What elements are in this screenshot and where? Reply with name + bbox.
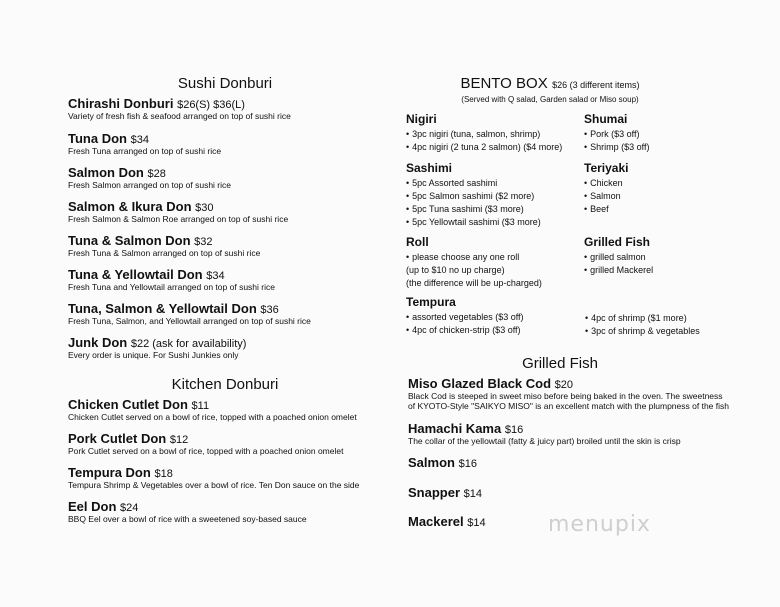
menu-item <box>68 267 275 292</box>
list-item: • Salmon <box>584 190 628 203</box>
item-name: Tempura Don <box>68 465 151 480</box>
menu-item <box>408 514 486 529</box>
roll-note: (the difference will be up-charged) <box>406 278 542 288</box>
watermark: menupix <box>548 512 651 537</box>
item-description: BBQ Eel over a bowl of rice with a sweetened soy-based sauce <box>68 514 307 524</box>
menu-item <box>68 96 291 121</box>
item-name: Chicken Cutlet Don <box>68 397 188 412</box>
list-item: • 5pc Salmon sashimi ($2 more) <box>406 190 541 203</box>
list-item: • 5pc Yellowtail sashimi ($3 more) <box>406 216 541 229</box>
grilled-fish-title: Grilled Fish <box>522 355 598 372</box>
item-name: Snapper <box>408 485 461 500</box>
item-name: Salmon Don <box>68 165 144 180</box>
bento-price: $26 (3 different items) <box>552 80 640 90</box>
item-name: Pork Cutlet Don <box>68 431 167 446</box>
item-price: $16 <box>458 458 477 470</box>
menu-item <box>68 165 231 190</box>
item-name: Salmon & Ikura Don <box>68 199 192 214</box>
bento-grilled-fish <box>584 235 653 277</box>
item-description: Fresh Tuna and Yellowtail arranged on top of sushi rice <box>68 282 275 292</box>
list-item: • Beef <box>584 203 628 216</box>
bento-teriyaki <box>584 161 628 216</box>
menu-item <box>408 485 482 500</box>
bento-nigiri <box>406 112 562 154</box>
bento-nigiri-title: Nigiri <box>406 112 437 126</box>
item-description: The collar of the yellowtail (fatty & juicy part) broiled until the skin is crisp <box>408 436 681 446</box>
list-item: • Pork ($3 off) <box>584 128 650 141</box>
bento-sashimi-title: Sashimi <box>406 161 453 175</box>
bento-tempura-title: Tempura <box>406 295 456 309</box>
bento-tempura-shrimp <box>585 310 700 338</box>
menu-item <box>408 376 729 411</box>
list-item: • 3pc of shrimp & vegetables <box>585 325 700 338</box>
item-name: Tuna, Salmon & Yellowtail Don <box>68 301 257 316</box>
item-description: Fresh Tuna & Salmon arranged on top of sushi rice <box>68 248 261 258</box>
item-price: $32 <box>194 236 213 248</box>
sushi-donburi-title: Sushi Donburi <box>177 75 273 92</box>
menu-item <box>68 131 221 156</box>
list-item: • 5pc Tuna sashimi ($3 more) <box>406 203 541 216</box>
item-description: of KYOTO-Style "SAIKYO MISO" is an excellent match with the plumpness of the fish <box>408 401 729 411</box>
item-price: $11 <box>191 400 210 412</box>
menu-item <box>408 455 477 470</box>
menu-item <box>68 499 307 524</box>
item-name: Salmon <box>408 455 455 470</box>
menu-item <box>408 421 681 446</box>
item-name: Tuna Don <box>68 131 127 146</box>
menu-item <box>68 465 359 490</box>
item-price: $34 <box>206 270 225 282</box>
item-name: Tuna & Yellowtail Don <box>68 267 203 282</box>
bento-heading: BENTO BOX <box>460 75 548 92</box>
item-description: Chicken Cutlet served on a bowl of rice, topped with a poached onion omelet <box>68 412 357 422</box>
bento-roll-title: Roll <box>406 235 429 249</box>
bento-roll <box>406 235 542 290</box>
item-price: $30 <box>195 202 214 214</box>
bento-sashimi <box>406 161 541 229</box>
bento-subtitle: (Served with Q salad, Garden salad or Miso soup) <box>461 95 639 104</box>
item-price: $16 <box>504 424 524 436</box>
bento-shumai-title: Shumai <box>584 112 628 126</box>
bento-shumai <box>584 112 650 154</box>
item-price: $24 <box>120 502 139 514</box>
item-description: Fresh Tuna arranged on top of sushi rice <box>68 146 222 156</box>
list-item: • Chicken <box>584 177 628 190</box>
item-description: Tempura Shrimp & Vegetables over a bowl of rice. Ten Don sauce on the side <box>68 480 360 490</box>
item-name: Chirashi Donburi <box>68 96 174 111</box>
item-description: Variety of fresh fish & seafood arranged on top of sushi rice <box>68 111 291 121</box>
item-description: Fresh Tuna, Salmon, and Yellowtail arranged on top of sushi rice <box>68 316 311 326</box>
item-price: $34 <box>130 134 149 146</box>
menu-item <box>68 335 246 360</box>
item-price: $26(S) $36(L) <box>177 99 245 111</box>
menu-item <box>68 397 357 422</box>
roll-note: (up to $10 no up charge) <box>406 265 505 275</box>
item-name: Mackerel <box>408 514 464 529</box>
item-price: $36 <box>260 304 279 316</box>
item-name: Junk Don <box>68 335 128 350</box>
item-price: $20 <box>554 379 574 391</box>
list-item: • 4pc nigiri (2 tuna 2 salmon) ($4 more) <box>406 141 562 154</box>
bento-grilled-fish-title: Grilled Fish <box>584 235 651 249</box>
bento-teriyaki-title: Teriyaki <box>584 161 629 175</box>
item-price: $12 <box>169 434 189 446</box>
kitchen-donburi-title: Kitchen Donburi <box>171 376 279 393</box>
list-item: • grilled salmon <box>584 251 653 264</box>
item-price: $22 (ask for availability) <box>130 338 247 350</box>
list-item: • Shrimp ($3 off) <box>584 141 650 154</box>
item-price: $14 <box>463 488 482 500</box>
item-description: Every order is unique. For Sushi Junkies only <box>68 350 239 360</box>
list-item: • 4pc of chicken-strip ($3 off) <box>406 324 524 337</box>
item-description: Pork Cutlet served on a bowl of rice, topped with a poached onion omelet <box>68 446 344 456</box>
list-item: • 5pc Assorted sashimi <box>406 177 541 190</box>
bento-title <box>420 75 680 93</box>
item-name: Miso Glazed Black Cod <box>408 376 552 391</box>
menu-item <box>68 431 343 456</box>
menu-item <box>68 301 311 326</box>
item-price: $28 <box>147 168 166 180</box>
item-price: $18 <box>154 468 173 480</box>
item-description: Black Cod is steeped in sweet miso before being baked in the oven. The sweetness <box>408 391 723 401</box>
menu-item <box>68 233 260 258</box>
item-price: $14 <box>467 517 486 529</box>
item-name: Eel Don <box>68 499 117 514</box>
item-name: Hamachi Kama <box>408 421 502 436</box>
item-name: Tuna & Salmon Don <box>68 233 191 248</box>
item-description: Fresh Salmon arranged on top of sushi rice <box>68 180 232 190</box>
menu-item <box>68 199 288 224</box>
list-item: • please choose any one roll <box>406 251 542 264</box>
list-item: • assorted vegetables ($3 off) <box>406 311 524 324</box>
item-description: Fresh Salmon & Salmon Roe arranged on top of sushi rice <box>68 214 289 224</box>
list-item: • 3pc nigiri (tuna, salmon, shrimp) <box>406 128 562 141</box>
bento-tempura <box>406 295 524 337</box>
list-item: • grilled Mackerel <box>584 264 653 277</box>
list-item: • 4pc of shrimp ($1 more) <box>585 312 700 325</box>
